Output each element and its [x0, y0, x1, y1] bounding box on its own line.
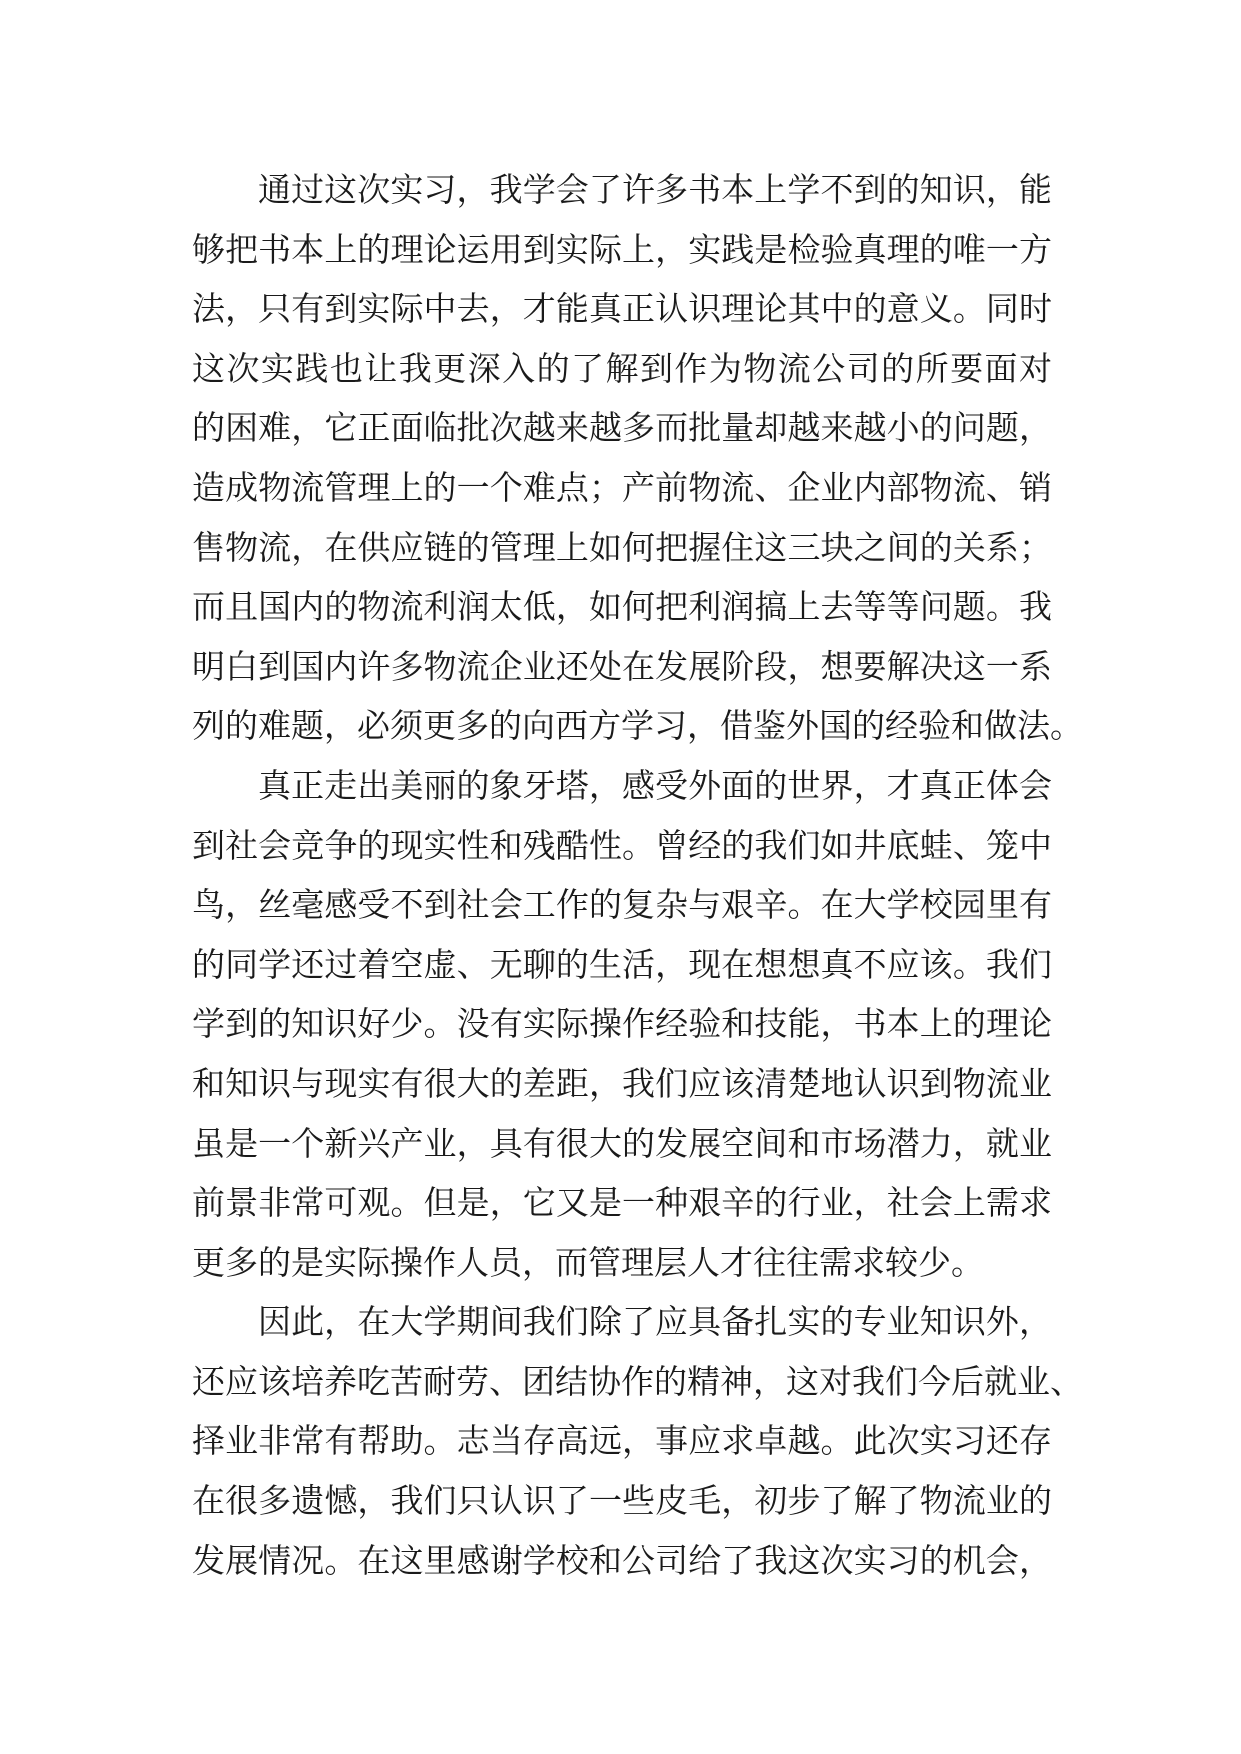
paragraph-3-line-5: 发展情况。在这里感谢学校和公司给了我这次实习的机会，	[192, 1540, 1052, 1580]
paragraph-1-line-1: 通过这次实习，我学会了许多书本上学不到的知识，能	[258, 170, 1052, 209]
paragraph-2-line-8: 前景非常可观。但是，它又是一种艰辛的行业，社会上需求	[192, 1183, 1052, 1223]
paragraph-2-line-2: 到社会竞争的现实性和残酷性。曾经的我们如井底蛙、笼中	[192, 825, 1052, 865]
paragraph-1-line-3: 法，只有到实际中去，才能真正认识理论其中的意义。同时	[192, 289, 1052, 329]
paragraph-1-line-8: 而且国内的物流利润太低，如何把利润搞上去等等问题。我	[192, 587, 1052, 627]
paragraph-3-line-2: 还应该培养吃苦耐劳、团结协作的精神，这对我们今后就业、	[192, 1361, 1083, 1401]
paragraph-3-line-4: 在很多遗憾，我们只认识了一些皮毛，初步了解了物流业的	[192, 1481, 1052, 1521]
paragraph-1-line-6: 造成物流管理上的一个难点；产前物流、企业内部物流、销	[192, 467, 1052, 507]
paragraph-2-line-3: 鸟，丝毫感受不到社会工作的复杂与艰辛。在大学校园里有	[192, 885, 1052, 925]
paragraph-2-line-9: 更多的是实际操作人员，而管理层人才往往需求较少。	[192, 1242, 984, 1282]
body-text	[192, 160, 1083, 1590]
paragraph-2-line-1: 真正走出美丽的象牙塔，感受外面的世界，才真正体会	[258, 765, 1052, 805]
paragraph-1-line-10: 列的难题，必须更多的向西方学习，借鉴外国的经验和做法。	[192, 706, 1083, 746]
paragraph-2-line-6: 和知识与现实有很大的差距，我们应该清楚地认识到物流业	[192, 1063, 1052, 1103]
paragraph-3-line-1: 因此，在大学期间我们除了应具备扎实的专业知识外，	[258, 1302, 1052, 1342]
paragraph-1-line-5: 的困难，它正面临批次越来越多而批量却越来越小的问题，	[192, 408, 1052, 448]
paragraph-3-line-3: 择业非常有帮助。志当存高远，事应求卓越。此次实习还存	[192, 1421, 1052, 1461]
paragraph-2-line-7: 虽是一个新兴产业，具有很大的发展空间和市场潜力，就业	[192, 1123, 1052, 1163]
paragraph-2-line-5: 学到的知识好少。没有实际操作经验和技能，书本上的理论	[192, 1004, 1052, 1044]
paragraph-1-line-9: 明白到国内许多物流企业还处在发展阶段，想要解决这一系	[192, 646, 1052, 686]
paragraph-1-line-2: 够把书本上的理论运用到实际上，实践是检验真理的唯一方	[192, 229, 1052, 269]
paragraph-2-line-4: 的同学还过着空虚、无聊的生活，现在想想真不应该。我们	[192, 944, 1052, 984]
paragraph-1-line-7: 售物流，在供应链的管理上如何把握住这三块之间的关系；	[192, 527, 1052, 567]
paragraph-1-line-4: 这次实践也让我更深入的了解到作为物流公司的所要面对	[192, 348, 1052, 388]
